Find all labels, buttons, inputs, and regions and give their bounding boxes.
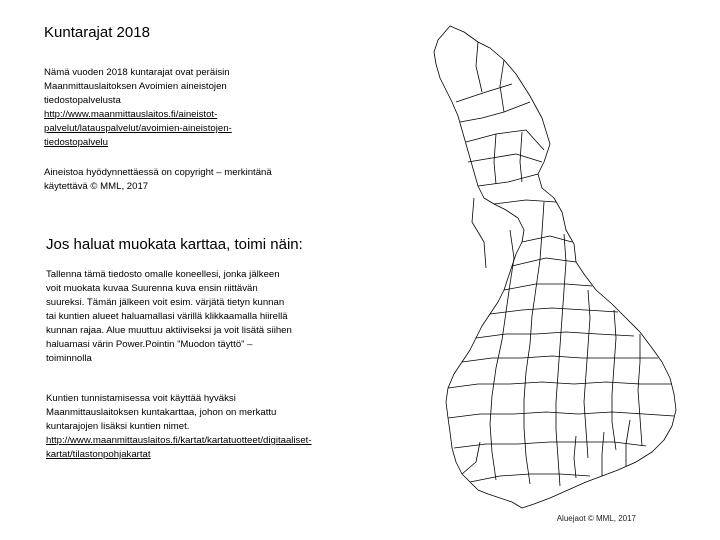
border-line bbox=[454, 442, 646, 448]
border-line bbox=[556, 234, 566, 486]
avoimet-aineistot-link[interactable]: http://www.maanmittauslaitos.fi/aineistot-palvelut/latauspalvelut/avoimien-aineistojen-tiedostopalvelu bbox=[44, 109, 232, 148]
border-line bbox=[456, 84, 512, 102]
border-line bbox=[472, 198, 486, 268]
instructions-paragraph: Tallenna tämä tiedosto omalle koneellesi, jonka jälkeen voit muokata kuvaa Suurenna kuva ensin riittävän suureksi. Tämän jälkeen voit esim. värjätä tietyn kunnan tai kuntien alueet haluamallasi värillä klikkaamalla hiirellä kunnan rajaa. Alue muuttuu aktiiviseksi ja voit lisätä siihen haluamasi värin Power.Pointin ”Muodon täyttö” –toiminnolla bbox=[46, 269, 292, 364]
copyright-note: Aineistoa hyödynnettäessä on copyright – merkintänä käytettävä © MML, 2017 bbox=[44, 167, 272, 192]
border-line bbox=[520, 132, 522, 182]
border-line bbox=[468, 154, 542, 162]
intro-text: Nämä vuoden 2018 kuntarajat ovat peräisin Maanmittauslaitoksen Avoimien aineistojen tiedostopalvelusta bbox=[44, 67, 230, 106]
municipality-borders bbox=[434, 26, 676, 508]
border-line bbox=[460, 102, 530, 122]
border-line bbox=[494, 134, 496, 184]
border-line bbox=[494, 200, 556, 204]
finland-outline bbox=[434, 26, 676, 508]
border-line bbox=[612, 310, 616, 450]
border-line bbox=[512, 258, 576, 266]
border-line bbox=[462, 356, 658, 362]
border-line bbox=[626, 420, 630, 466]
page-title: Kuntarajat 2018 bbox=[44, 24, 150, 41]
border-line bbox=[504, 284, 592, 290]
border-line bbox=[490, 308, 618, 314]
intro-paragraph bbox=[44, 66, 284, 150]
map-credit: Aluejaot © MML, 2017 bbox=[556, 514, 636, 523]
border-line bbox=[476, 42, 482, 92]
tilastonpohjakartat-link[interactable]: http://www.maanmittauslaitos.fi/kartat/kartatuotteet/digitaaliset-kartat/tilastonpohjakartat bbox=[46, 435, 312, 460]
border-line bbox=[490, 230, 514, 480]
border-line bbox=[638, 334, 642, 446]
border-line bbox=[466, 130, 544, 150]
border-line bbox=[524, 202, 544, 484]
border-line bbox=[584, 290, 590, 458]
border-line bbox=[470, 474, 590, 482]
border-line bbox=[476, 332, 634, 338]
border-line bbox=[602, 432, 604, 476]
instructions-heading: Jos haluat muokata karttaa, toimi näin: bbox=[46, 236, 303, 253]
finland-municipalities-map[interactable] bbox=[426, 22, 696, 512]
border-line bbox=[500, 60, 504, 112]
identification-paragraph bbox=[46, 392, 312, 462]
identification-text: Kuntien tunnistamisessa voit käyttää hyväksi Maanmittauslaitoksen kuntakarttaa, johon on merkattu kuntarajojen lisäksi kuntien nimet. bbox=[46, 393, 277, 432]
border-line bbox=[478, 174, 538, 186]
